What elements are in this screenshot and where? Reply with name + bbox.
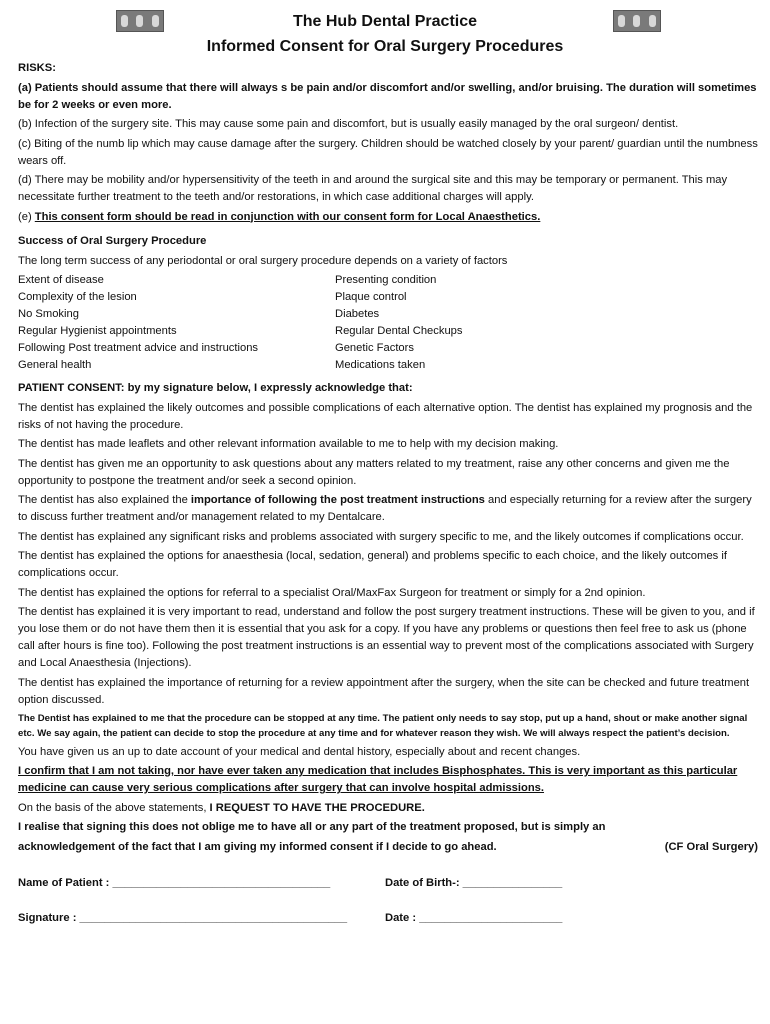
success-intro: The long term success of any periodontal or oral surgery procedure depends on a variety of factors: [18, 254, 508, 267]
factor-item: Diabetes: [335, 308, 380, 320]
factor-item: Plaque control: [335, 291, 407, 303]
consent-statement: The dentist has explained the likely outcomes and possible complications of each alternative option. The dentist has explained my prognosis and the risks of not having the procedure.: [18, 401, 753, 431]
factor-item: General health: [18, 359, 92, 371]
factor-item: Extent of disease: [18, 274, 104, 286]
consent-emphasis: importance of following the post treatment instructions: [190, 494, 485, 506]
date-of-birth-field[interactable]: Date of Birth-: ________________: [385, 876, 563, 889]
stop-procedure-notice: The Dentist has explained to me that the procedure can be stopped at any time. The patient only needs to say stop, put up a hand, shout or make another signal etc. We say again, the patient can decide to stop the procedure at any time and for whatever reason they wish. We will always respect the patient’s decision.: [18, 713, 748, 739]
factor-item: No Smoking: [18, 308, 79, 320]
form-code: (CF Oral Surgery): [664, 840, 758, 853]
acknowledgement-row: [18, 839, 758, 856]
consent-statement: The dentist has explained the options for referral to a specialist Oral/MaxFax Surgeon for treatment or simply for a 2nd opinion.: [18, 586, 646, 599]
risk-e-prefix: (e): [18, 210, 35, 223]
consent-statement: The dentist has explained the options for anaesthesia (local, sedation, general) and problems specific to each choice, and the likely outcomes if complications occur.: [18, 550, 727, 579]
date-field[interactable]: Date : _______________________: [385, 911, 563, 924]
factor-item: Regular Hygienist appointments: [18, 325, 177, 337]
success-heading: Success of Oral Surgery Procedure: [18, 235, 207, 247]
risk-a: (a) Patients should assume that there will always s be pain and/or discomfort and/or swelling, and/or bruising. The duration will sometimes be for 2 weeks or even more.: [18, 81, 757, 111]
signature-field[interactable]: Signature : ___________________________________________: [18, 911, 348, 924]
acknowledgement-line2: acknowledgement of the fact that I am giving my informed consent if I decide to go ahead.: [18, 840, 497, 853]
factor-item: Presenting condition: [335, 274, 437, 286]
factors-right-column: [335, 272, 462, 374]
factor-item: Genetic Factors: [335, 342, 414, 354]
spacer: [18, 892, 758, 910]
risk-e-text: This consent form should be read in conjunction with our consent form for Local Anaesthetics.: [34, 210, 541, 223]
risk-c: (c) Biting of the numb lip which may cause damage after the surgery. Children should be watched closely by your parent/ guardian until the numbness wears off.: [18, 137, 758, 167]
patient-name-field[interactable]: Name of Patient : ___________________________________: [18, 876, 331, 889]
form-title: Informed Consent for Oral Surgery Procedures: [206, 38, 564, 55]
consent-statement: [18, 800, 758, 817]
procedure-request: I REQUEST TO HAVE THE PROCEDURE.: [209, 801, 425, 814]
acknowledgement-line1: I realise that signing this does not oblige me to have all or any part of the treatment proposed, but is simply an: [18, 821, 606, 833]
factor-item: Medications taken: [335, 359, 426, 371]
practice-name: The Hub Dental Practice: [292, 13, 478, 30]
consent-text: On the basis of the above statements,: [18, 801, 210, 814]
consent-statement: The dentist has made leaflets and other relevant information available to me to help with my decision making.: [18, 438, 559, 450]
risks-heading: RISKS:: [18, 62, 56, 74]
risk-d: (d) There may be mobility and/or hypersensitivity of the teeth in and around the surgical site and this may be temporary or permanent. This may necessitate further treatment to the teeth and/or restorations, in which case additional charges will apply.: [18, 174, 728, 203]
patient-details-row: [18, 875, 758, 892]
consent-statement: The dentist has explained it is very important to read, understand and follow the post surgery treatment instructions. These will be given to you, and if you lose them or do not have them then it is essential that you ask for a copy. If you have any problems or questions then feel free to ask us (phone call after hours is fine too). Following the post treatment instructions is an essential way to prevent most of the complications associated with Surgery and Local Anaesthesia (Injections).: [18, 606, 755, 669]
factor-item: Regular Dental Checkups: [335, 325, 463, 337]
consent-statement: The dentist has given me an opportunity to ask questions about any matters related to my treatment, raise any other concerns and given me the opportunity to postpone the treatment and/or seek a second opinion.: [18, 457, 730, 487]
consent-statement: The dentist has explained the importance of returning for a review appointment after the surgery, when the site can be checked and future treatment option discussed.: [18, 676, 750, 706]
risk-e: [18, 209, 758, 226]
factor-item: Following Post treatment advice and instructions: [18, 342, 259, 354]
factor-item: Complexity of the lesion: [18, 291, 137, 303]
consent-heading: PATIENT CONSENT: by my signature below, I expressly acknowledge that:: [18, 382, 413, 394]
consent-statement: You have given us an up to date account of your medical and dental history, especially about and recent changes.: [18, 745, 581, 758]
consent-text: and especially returning for a review after the surgery to discuss further treatment and/or management related to my Dentalcare.: [18, 494, 752, 523]
success-factors: [18, 272, 758, 374]
consent-statement: [18, 492, 758, 526]
consent-statement: The dentist has explained any significant risks and problems associated with surgery specific to me, and the likely outcomes if complications occur.: [18, 530, 744, 543]
consent-text: The dentist has also explained the: [18, 494, 191, 506]
signature-row: [18, 910, 758, 927]
spacer: [18, 856, 758, 875]
factors-left-column: [18, 272, 335, 374]
form-content: [18, 60, 758, 927]
bisphosphonate-confirmation: I confirm that I am not taking, nor have ever taken any medication that includes Bisphosphates. This is very important as this particular medicine can cause very serious complications after surgery that can involve hospital admissions.: [18, 765, 738, 794]
risk-b: (b) Infection of the surgery site. This may cause some pain and discomfort, but is usually easily managed by the oral surgeon/ dentist.: [18, 118, 679, 130]
